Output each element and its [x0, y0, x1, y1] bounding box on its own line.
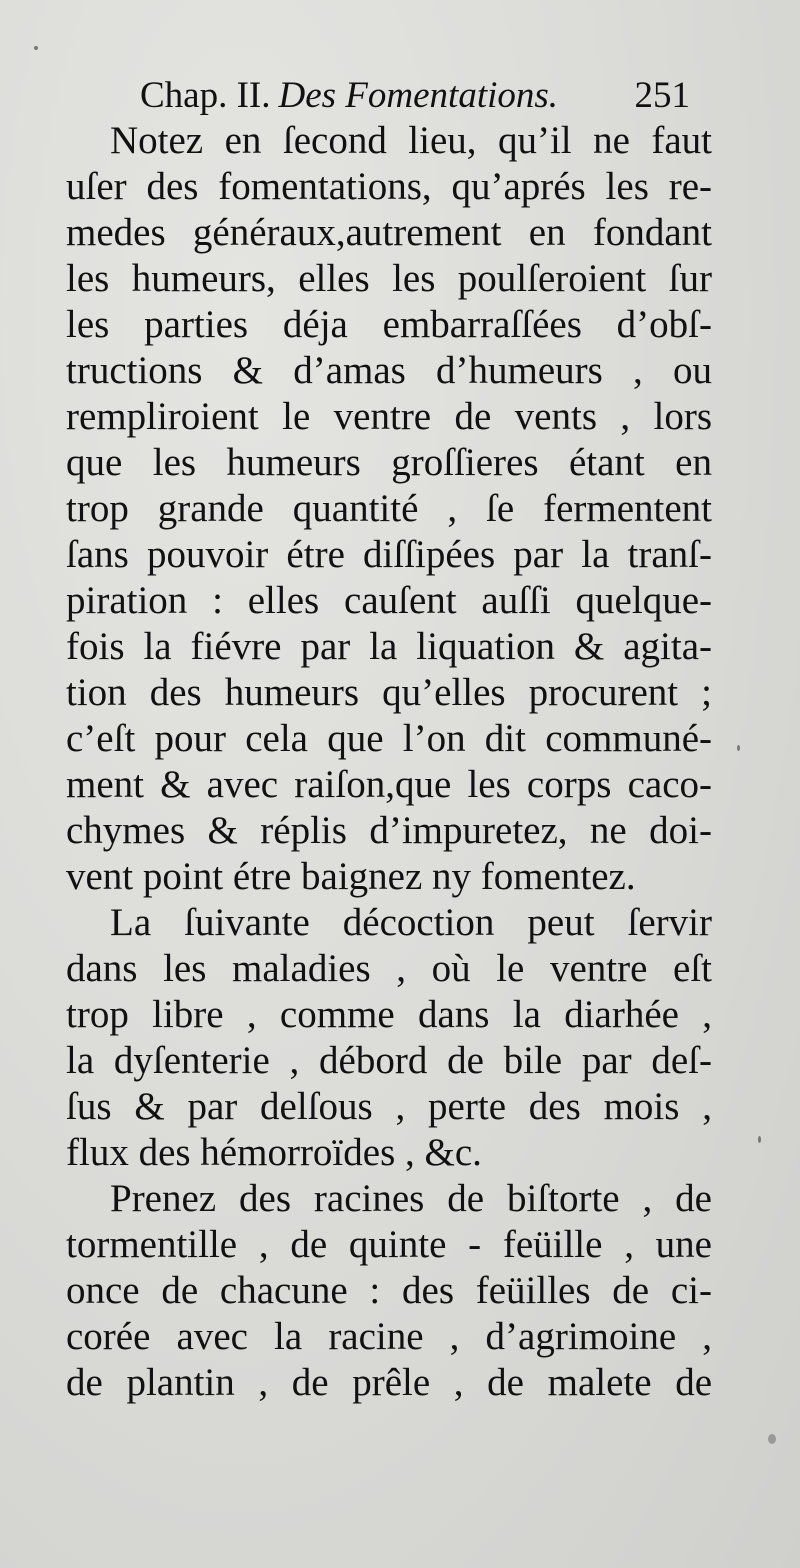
text-line: piration : elles cauſent auſſi quelque-: [66, 579, 712, 622]
text-line: ſans pouvoir étre diſſipées par la tranſ-: [66, 533, 712, 576]
chapter-label: Chap. II.: [140, 75, 271, 116]
text-line: medes généraux,autrement en fondant: [66, 211, 712, 254]
text-line: les parties déja embarraſſées d’obſ-: [66, 303, 712, 346]
paper-speck: [768, 1434, 776, 1444]
text-line: de plantin , de prêle , de malete de: [66, 1361, 712, 1404]
text-line: trop grande quantité , ſe fermentent: [66, 487, 712, 530]
text-line: c’eſt pour cela que l’on dit communé-: [66, 717, 712, 760]
text-line: ſus & par delſous , perte des mois ,: [66, 1085, 712, 1128]
text-line: fois la fiévre par la liquation & agita-: [66, 625, 712, 668]
text-line: uſer des fomentations, qu’aprés les re-: [66, 165, 712, 208]
text-line: La ſuivante décoction peut ſervir: [110, 901, 712, 944]
section-title: Des Fomentations.: [278, 75, 559, 116]
body-text: [66, 118, 712, 1406]
paper-speck: [758, 1136, 761, 1143]
text-line: tion des humeurs qu’elles procurent ;: [66, 671, 712, 714]
text-line: que les humeurs groſſieres étant en: [66, 441, 712, 484]
text-line: Prenez des racines de biſtorte , de: [110, 1177, 712, 1220]
text-line: flux des hémorroïdes , &c.: [66, 1131, 482, 1174]
text-line: corée avec la racine , d’agrimoine ,: [66, 1315, 712, 1358]
text-line: Notez en ſecond lieu, qu’il ne faut: [110, 119, 712, 162]
text-line: tructions & d’amas d’humeurs , ou: [66, 349, 712, 392]
text-line: chymes & réplis d’impuretez, ne doi-: [66, 809, 712, 852]
text-line: la dyſenterie , débord de bile par deſ-: [66, 1039, 712, 1082]
text-line: once de chacune : des feüilles de ci-: [66, 1269, 712, 1312]
running-head: [140, 72, 700, 120]
text-line: tormentille , de quinte - feüille , une: [66, 1223, 712, 1266]
paper-speck: [737, 745, 740, 751]
text-line: ment & avec raiſon,que les corps caco-: [66, 763, 712, 806]
page-number: 251: [634, 75, 690, 116]
text-line: rempliroient le ventre de vents , lors: [66, 395, 712, 438]
text-line: dans les maladies , où le ventre eſt: [66, 947, 712, 990]
text-line: vent point étre baignez ny fomentez.: [66, 855, 636, 898]
text-line: trop libre , comme dans la diarhée ,: [66, 993, 712, 1036]
paper-speck: [34, 46, 38, 50]
text-line: les humeurs, elles les poulſeroient ſur: [66, 257, 712, 300]
